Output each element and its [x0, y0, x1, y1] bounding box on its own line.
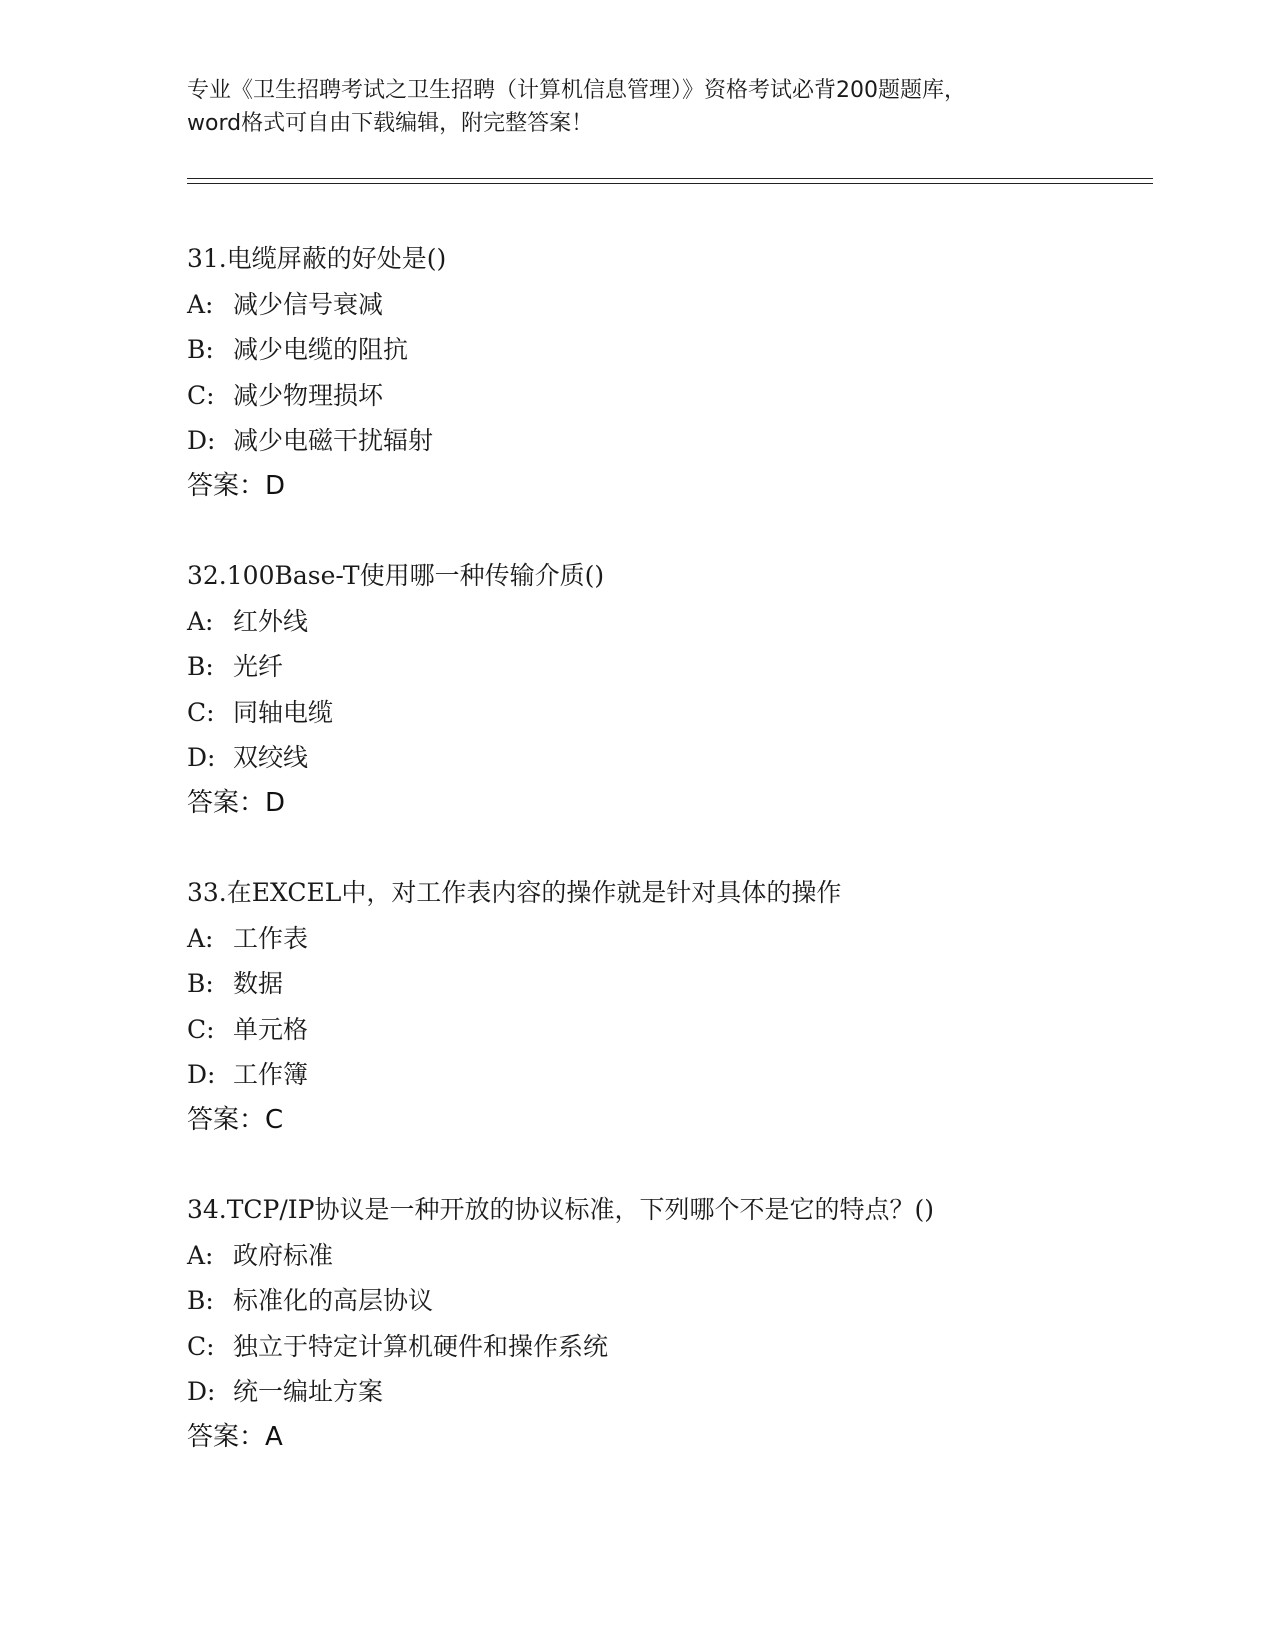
- option-key: C:: [187, 380, 215, 410]
- answer-value: D: [265, 470, 286, 501]
- option-text: 工作簿: [233, 1060, 309, 1089]
- option-text: 红外线: [233, 606, 309, 636]
- option-c: [187, 690, 1147, 736]
- option-key: A:: [187, 1240, 214, 1270]
- option-text: 减少电缆的阻抗: [233, 335, 409, 364]
- option-key: C:: [187, 1014, 215, 1044]
- option-a: [187, 1233, 1147, 1279]
- option-text: 同轴电缆: [233, 697, 334, 727]
- option-key: B:: [187, 335, 214, 364]
- option-b: [187, 1278, 1147, 1324]
- option-text: 双绞线: [233, 743, 309, 772]
- option-a: [187, 282, 1147, 328]
- option-text: 数据: [233, 969, 284, 998]
- answer-prefix: 答案：: [187, 470, 266, 501]
- question-33: [187, 870, 1147, 1143]
- option-key: B:: [187, 969, 214, 998]
- question-stem: 32.100Base-T使用哪一种传输介质(): [187, 561, 605, 590]
- option-text: 工作表: [233, 923, 309, 953]
- answer-value: D: [265, 787, 286, 818]
- answer-prefix: 答案：: [187, 1421, 266, 1452]
- question-stem: 33.在EXCEL中，对工作表内容的操作就是针对具体的操作: [187, 878, 842, 907]
- answer-value: A: [265, 1421, 283, 1452]
- option-d: [187, 1052, 1147, 1098]
- option-text: 减少信号衰减: [233, 289, 384, 319]
- option-b: [187, 644, 1147, 690]
- question-34: [187, 1187, 1147, 1460]
- option-key: C:: [187, 697, 215, 727]
- option-d: [187, 1369, 1147, 1415]
- question-list: [187, 236, 1147, 1504]
- option-text: 减少电磁干扰辐射: [233, 426, 434, 455]
- option-key: D:: [187, 426, 216, 455]
- answer-line: [187, 1415, 1147, 1461]
- question-stem: 34.TCP/IP协议是一种开放的协议标准，下列哪个不是它的特点？(): [187, 1195, 935, 1224]
- option-text: 减少物理损坏: [233, 380, 384, 410]
- answer-line: [187, 464, 1147, 510]
- question-stem: 31.电缆屏蔽的好处是(): [187, 244, 447, 273]
- option-key: D:: [187, 1060, 216, 1089]
- option-d: [187, 418, 1147, 464]
- option-d: [187, 735, 1147, 781]
- option-key: A:: [187, 923, 214, 953]
- document-header: [187, 74, 1087, 140]
- option-text: 光纤: [233, 652, 284, 681]
- option-a: [187, 916, 1147, 962]
- answer-line: [187, 781, 1147, 827]
- option-b: [187, 327, 1147, 373]
- answer-prefix: 答案：: [187, 1104, 266, 1135]
- question-32: [187, 553, 1147, 826]
- header-divider-bottom: [187, 183, 1153, 184]
- option-text: 政府标准: [233, 1240, 334, 1270]
- header-title-line-1: 专业《卫生招聘考试之卫生招聘（计算机信息管理）》资格考试必背200题题库，: [187, 78, 966, 103]
- answer-prefix: 答案：: [187, 787, 266, 818]
- option-key: A:: [187, 606, 214, 636]
- option-key: D:: [187, 743, 216, 772]
- option-key: A:: [187, 289, 214, 319]
- option-text: 标准化的高层协议: [233, 1286, 434, 1315]
- option-text: 统一编址方案: [233, 1377, 384, 1406]
- option-c: [187, 373, 1147, 419]
- option-text: 单元格: [233, 1014, 309, 1044]
- option-text: 独立于特定计算机硬件和操作系统: [233, 1331, 609, 1361]
- option-key: D:: [187, 1377, 216, 1406]
- option-a: [187, 599, 1147, 645]
- question-31: [187, 236, 1147, 509]
- option-b: [187, 961, 1147, 1007]
- answer-line: [187, 1098, 1147, 1144]
- option-key: B:: [187, 652, 214, 681]
- option-c: [187, 1324, 1147, 1370]
- header-title-line-2: word格式可自由下载编辑，附完整答案！: [187, 111, 594, 136]
- option-c: [187, 1007, 1147, 1053]
- header-divider-top: [187, 178, 1153, 179]
- option-key: C:: [187, 1331, 215, 1361]
- option-key: B:: [187, 1286, 214, 1315]
- answer-value: C: [265, 1104, 284, 1135]
